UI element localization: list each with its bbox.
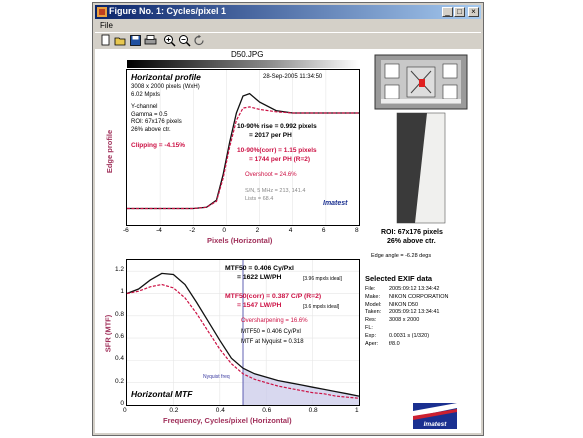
roi-label: ROI: 67x176 pixels: [381, 229, 443, 236]
oversharpening-label: Oversharpening = 16.6%: [241, 318, 308, 324]
bottom-x-ticks: [123, 407, 360, 416]
nyquist-value-label: MTF at Nyquist = 0.318: [241, 339, 304, 345]
info-line: 26% above ctr.: [131, 126, 171, 133]
matlab-icon: [97, 7, 107, 17]
info-line: ROI: 67x176 pixels: [131, 119, 182, 126]
top-x-ticks: [123, 227, 360, 236]
logo-text: Imatest: [423, 421, 447, 428]
exif-row: [365, 294, 449, 302]
y-tick-label: 0.4: [114, 355, 124, 363]
imatest-brand: Imatest: [323, 200, 348, 207]
x-tick-label: 0.8: [308, 407, 318, 414]
rise-corr-per-ph: = 1744 per PH (R=2): [249, 156, 311, 163]
exif-row: [365, 317, 449, 325]
exif-key: Res:: [365, 317, 377, 324]
x-tick-label: 0.6: [262, 407, 272, 414]
exif-key: File:: [365, 286, 376, 292]
mtf50-corr-label: MTF50(corr) = 0.387 C/P (R=2): [225, 293, 322, 300]
exif-key: FL:: [365, 324, 373, 331]
x-tick-label: 0: [222, 227, 227, 234]
rise-per-ph: = 2017 per PH: [249, 132, 292, 139]
exif-value: 0.0031 s (1/320): [389, 332, 430, 339]
ideal-label-2: [3.6 mpxls ideal]: [303, 304, 340, 310]
exif-value: NIKON CORPORATION: [389, 293, 449, 300]
maximize-button[interactable]: □: [454, 7, 465, 17]
exif-key: Aper:: [365, 340, 379, 347]
mtf50-lwph: = 1622 LW/PH: [237, 274, 282, 281]
x-tick-label: 2: [255, 227, 260, 234]
x-tick-label: -2: [189, 227, 196, 234]
bottom-plot-title: Horizontal MTF: [131, 389, 193, 399]
menu-bar: [95, 20, 481, 32]
sn-label-2: Lists = 68.4: [245, 196, 274, 202]
x-tick-label: -4: [156, 227, 162, 234]
y-tick-label: 1.2: [114, 266, 124, 274]
exif-title: Selected EXIF data: [365, 274, 433, 283]
top-y-label: Edge profile: [105, 129, 115, 174]
window-title: Figure No. 1: Cycles/pixel 1: [109, 6, 227, 16]
y-tick-label: 0.2: [114, 377, 124, 385]
exif-list: [365, 286, 449, 348]
title-bar[interactable]: [95, 5, 481, 19]
y-tick-label: 0: [120, 400, 124, 407]
edge-profile-plot: [126, 69, 360, 226]
overshoot-label: Overshoot = 24.6%: [245, 172, 297, 178]
x-tick-label: 0.4: [215, 407, 225, 414]
figure-canvas: [95, 49, 481, 433]
rotate-icon[interactable]: [193, 34, 206, 47]
imatest-logo: [413, 403, 457, 429]
exif-value: f/8.0: [389, 340, 400, 347]
exif-row: [365, 333, 449, 341]
toolbar: [95, 32, 481, 50]
close-button[interactable]: ×: [468, 7, 479, 17]
info-block: [131, 84, 200, 135]
x-tick-label: 1: [355, 407, 359, 414]
mtf50-small-label: MTF50 = 0.406 Cy/Pxl: [241, 329, 301, 335]
info-line: 6.02 Mpxls: [131, 91, 161, 98]
exif-value: NIKON D50: [389, 301, 419, 308]
info-line: 3008 x 2000 pixels (WxH): [131, 84, 200, 90]
exif-key: Model:: [365, 301, 382, 308]
new-icon[interactable]: [99, 34, 112, 47]
top-x-label: Pixels (Horizontal): [207, 236, 273, 245]
exif-value: 2005:09:12 13:34:41: [389, 309, 440, 316]
roi-image: [397, 113, 445, 223]
roi-position: 26% above ctr.: [387, 238, 436, 245]
x-tick-label: -6: [123, 227, 129, 234]
print-icon[interactable]: [144, 34, 157, 47]
exif-row: [365, 286, 449, 294]
exif-key: Make:: [365, 293, 380, 300]
exif-row: [365, 341, 449, 349]
bottom-x-label: Frequency, Cycles/pixel (Horizontal): [163, 416, 292, 425]
x-tick-label: 0: [123, 407, 127, 414]
minimize-button[interactable]: _: [442, 7, 453, 17]
x-tick-label: 4: [288, 227, 293, 234]
mtf50-label: MTF50 = 0.406 Cy/Pxl: [225, 265, 294, 272]
rise-corr-label: 10-90%(corr) = 1.15 pixels: [237, 147, 317, 154]
x-tick-label: 0.2: [169, 407, 179, 414]
save-icon[interactable]: [129, 34, 142, 47]
ideal-label: [3.96 mpxls ideal]: [303, 276, 342, 282]
nyquist-shaded-area: [243, 368, 359, 405]
exif-row: [365, 302, 449, 310]
exif-value: 2005:09:12 13:34:42: [389, 286, 440, 292]
zoom-out-icon[interactable]: [178, 34, 191, 47]
mtf-plot: [126, 259, 360, 406]
exif-key: Exp:: [365, 332, 377, 339]
nyquist-label: Nyquist freq: [203, 374, 230, 380]
top-plot-title: Horizontal profile: [131, 72, 201, 82]
mtf50-corr-lwph: = 1547 LW/PH: [237, 302, 282, 309]
open-icon[interactable]: [114, 34, 127, 47]
exif-row: [365, 309, 449, 317]
bottom-y-label: SFR (MTF): [103, 314, 113, 353]
y-tick-label: 0.6: [114, 333, 124, 341]
zoom-in-icon[interactable]: [163, 34, 176, 47]
gradient-bar: [127, 60, 359, 68]
y-tick-label: 0.8: [114, 310, 124, 318]
exif-key: Taken:: [365, 309, 382, 316]
x-tick-label: 8: [355, 227, 359, 234]
menu-file[interactable]: File: [100, 21, 113, 30]
file-name: D50.JPG: [231, 50, 264, 59]
x-tick-label: 6: [321, 227, 326, 234]
y-tick-label: 1: [120, 288, 124, 296]
info-line: Gamma = 0.5: [131, 111, 168, 118]
info-line: Y-channel: [131, 104, 158, 111]
sn-label: S/N, 5 MHz = 213, 141.4: [245, 188, 306, 194]
exif-value: 3008 x 2000: [389, 317, 420, 324]
top-plot-date: 28-Sep-2005 11:34:50: [263, 74, 323, 80]
edge-angle-label: Edge angle = -6.28 degs: [371, 253, 432, 259]
clipping-label: Clipping = -4.15%: [131, 142, 185, 149]
chart-thumbnail: [375, 55, 467, 109]
exif-row: [365, 325, 449, 333]
rise-label: 10-90% rise = 0.992 pixels: [237, 123, 317, 130]
figure-window: [92, 2, 484, 436]
